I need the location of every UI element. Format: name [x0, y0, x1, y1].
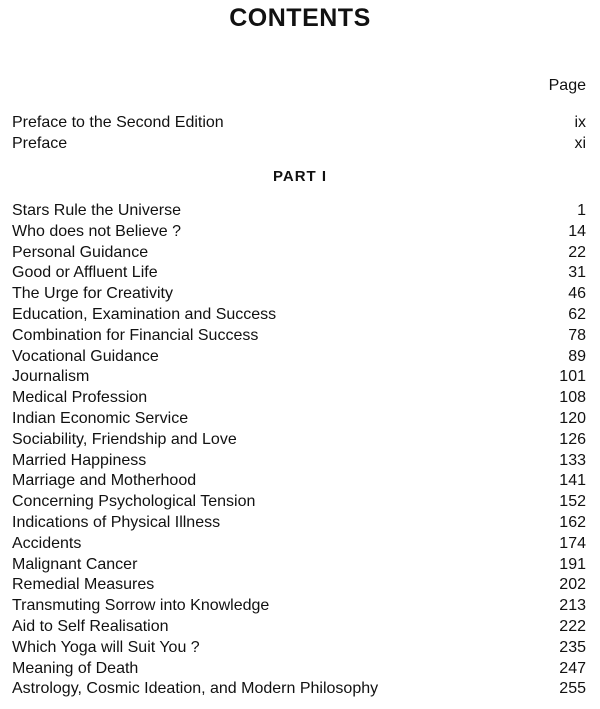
toc-entry-page: 1: [577, 202, 586, 219]
toc-entry[interactable]: [12, 430, 586, 451]
toc-entry[interactable]: [12, 305, 586, 326]
toc-entry-page: 31: [568, 264, 586, 282]
toc-entry-page: xi: [574, 135, 586, 152]
toc-entry-title: Aid to Self Realisation: [12, 617, 169, 635]
chapter-list: [12, 201, 586, 700]
toc-entry[interactable]: [12, 388, 586, 409]
toc-entry-page: 162: [559, 513, 586, 531]
toc-entry[interactable]: [12, 284, 586, 305]
toc-entry-title: Education, Examination and Success: [12, 305, 277, 323]
part-heading: PART I: [272, 168, 328, 185]
toc-entry[interactable]: [12, 471, 586, 492]
toc-entry-title: Which Yoga will Suit You ?: [12, 638, 200, 656]
toc-entry-page: 46: [568, 285, 586, 303]
toc-entry[interactable]: [12, 575, 586, 596]
toc-entry-page: 120: [559, 409, 586, 427]
toc-entry-title: Married Happiness: [12, 451, 147, 469]
toc-entry[interactable]: [12, 492, 586, 513]
toc-entry[interactable]: [12, 617, 586, 638]
toc-entry[interactable]: [12, 222, 586, 243]
toc-entry-page: ix: [574, 114, 586, 131]
toc-entry-title: Transmuting Sorrow into Knowledge: [12, 597, 270, 615]
toc-entry-page: 133: [559, 451, 586, 469]
toc-entry-title: Preface: [12, 135, 68, 152]
toc-entry-page: 174: [559, 534, 586, 552]
toc-entry-title: Sociability, Friendship and Love: [12, 430, 237, 448]
toc-entry-page: 108: [559, 389, 586, 407]
toc-entry[interactable]: [12, 112, 586, 133]
toc-entry-title: Concerning Psychological Tension: [12, 493, 256, 511]
toc-entry-title: Who does not Believe ?: [12, 222, 181, 240]
toc-entry[interactable]: [12, 679, 586, 700]
toc-entry[interactable]: [12, 367, 586, 388]
toc-entry[interactable]: [12, 263, 586, 284]
toc-entry-page: 222: [559, 617, 586, 635]
toc-entry-title: Vocational Guidance: [12, 347, 159, 365]
toc-entry[interactable]: [12, 133, 586, 154]
toc-entry-title: Malignant Cancer: [12, 555, 138, 573]
front-matter-list: [12, 112, 586, 154]
toc-entry-page: 191: [559, 555, 586, 573]
toc-entry-page: 141: [559, 472, 586, 490]
toc-entry-page: 213: [559, 597, 586, 615]
toc-entry[interactable]: [12, 596, 586, 617]
toc-entry-title: Journalism: [12, 368, 90, 386]
toc-entry-title: Remedial Measures: [12, 576, 155, 594]
toc-entry-page: 89: [568, 347, 586, 365]
toc-entry[interactable]: [12, 347, 586, 368]
toc-entry-page: 235: [559, 638, 586, 656]
toc-entry-page: 62: [568, 305, 586, 323]
toc-entry-title: Indian Economic Service: [12, 409, 189, 427]
toc-entry-title: Good or Affluent Life: [12, 264, 158, 282]
toc-entry-title: Accidents: [12, 534, 82, 552]
toc-entry-title: Meaning of Death: [12, 659, 139, 677]
toc-entry[interactable]: [12, 201, 586, 222]
toc-entry[interactable]: [12, 409, 586, 430]
toc-entry[interactable]: [12, 243, 586, 264]
toc-entry-title: Stars Rule the Universe: [12, 202, 181, 219]
toc-entry[interactable]: [12, 659, 586, 680]
toc-entry[interactable]: [12, 451, 586, 472]
toc-entry-title: Preface to the Second Edition: [12, 114, 224, 131]
toc-entry-page: 152: [559, 493, 586, 511]
toc-entry-title: Astrology, Cosmic Ideation, and Modern Philosophy: [12, 680, 379, 698]
toc-entry[interactable]: [12, 513, 586, 534]
toc-entry-page: 255: [559, 680, 586, 698]
toc-entry-title: The Urge for Creativity: [12, 285, 173, 303]
toc-entry-page: 202: [559, 576, 586, 594]
toc-entry-title: Marriage and Motherhood: [12, 472, 197, 490]
toc-entry-page: 247: [559, 659, 586, 677]
toc-entry[interactable]: [12, 555, 586, 576]
toc-entry-page: 14: [568, 222, 586, 240]
toc-entry-title: Combination for Financial Success: [12, 326, 259, 344]
toc-entry-page: 126: [559, 430, 586, 448]
toc-entry-page: 22: [568, 243, 586, 261]
toc-entry-title: Personal Guidance: [12, 243, 149, 261]
toc-entry-page: 78: [568, 326, 586, 344]
page-column-header: Page: [548, 77, 586, 94]
toc-entry[interactable]: [12, 326, 586, 347]
toc-entry[interactable]: [12, 638, 586, 659]
toc-entry-title: Indications of Physical Illness: [12, 513, 221, 531]
page-title: CONTENTS: [229, 4, 371, 32]
toc-entry-title: Medical Profession: [12, 389, 148, 407]
toc-entry[interactable]: [12, 534, 586, 555]
toc-entry-page: 101: [559, 368, 586, 386]
